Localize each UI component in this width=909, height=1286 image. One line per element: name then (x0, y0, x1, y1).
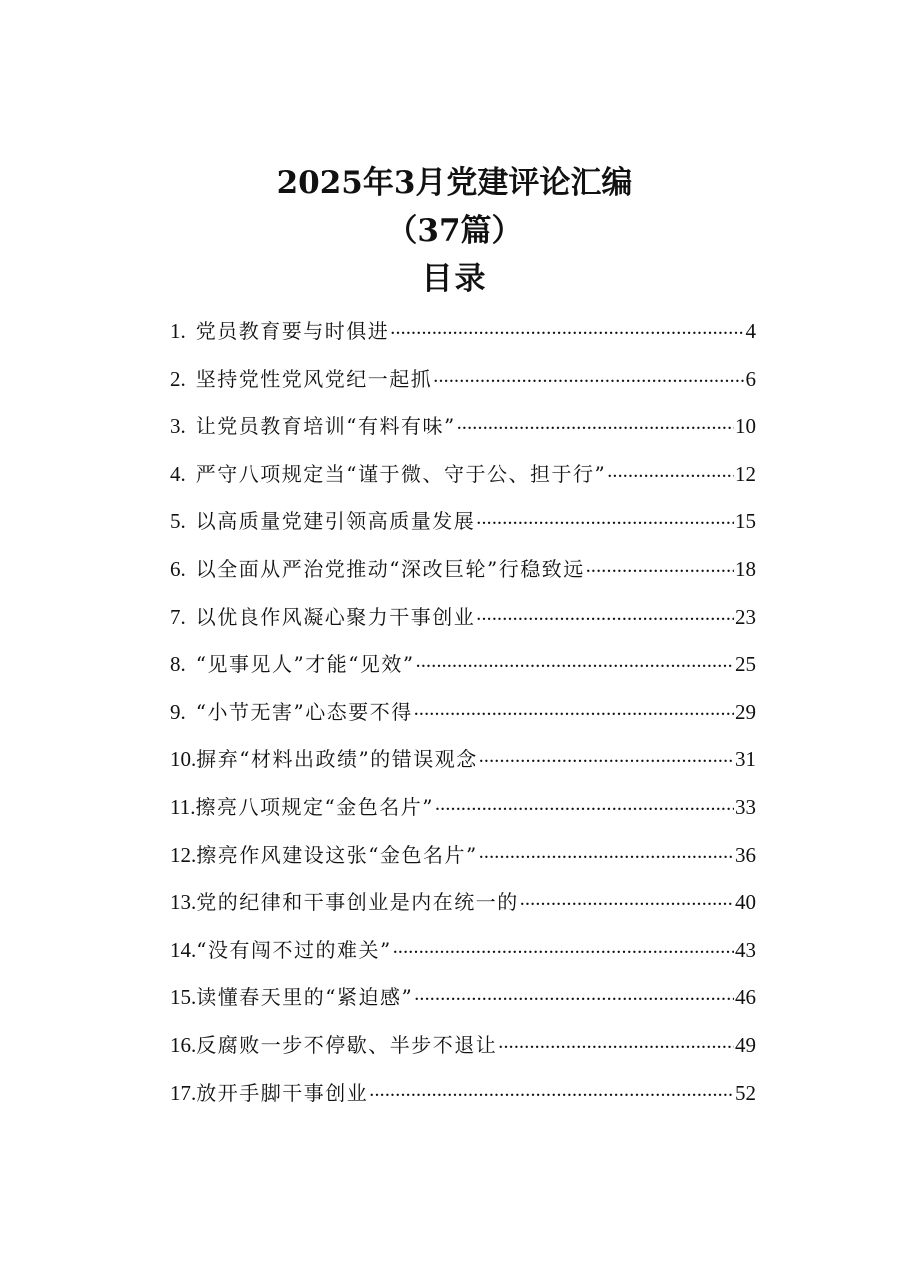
toc-entry[interactable] (170, 403, 756, 451)
toc-entry-title: 擦亮八项规定“金色名片” (195, 794, 434, 819)
toc-entry[interactable] (170, 451, 756, 499)
toc-entry-number: 2. (170, 366, 186, 391)
toc-entry-number: 7. (170, 604, 186, 629)
toc-entry[interactable] (170, 736, 756, 784)
toc-entry-title: 党的纪律和干事创业是内在统一的 (196, 890, 519, 915)
toc-entry-page: 36 (735, 842, 756, 867)
table-of-contents (170, 308, 756, 1117)
toc-entry-page: 46 (735, 985, 756, 1010)
toc-dot-leader (586, 546, 734, 576)
toc-dot-leader (414, 689, 734, 719)
toc-entry-title: 放开手脚干事创业 (196, 1080, 369, 1105)
toc-dot-leader (390, 308, 744, 338)
toc-entry-page: 12 (735, 461, 756, 486)
toc-entry-number: 15. (170, 985, 197, 1010)
toc-entry-number: 5. (170, 509, 186, 534)
toc-entry-page: 25 (735, 652, 756, 677)
toc-entry[interactable] (170, 927, 756, 975)
toc-entry[interactable] (170, 594, 756, 642)
toc-entry-title: 让党员教育培训“有料有味” (195, 414, 456, 439)
toc-entry-title: 以高质量党建引领高质量发展 (195, 509, 476, 534)
toc-entry-page: 23 (735, 604, 756, 629)
toc-dot-leader (435, 784, 734, 814)
toc-entry-number: 9. (170, 699, 186, 724)
toc-entry-page: 18 (735, 556, 756, 581)
toc-dot-leader (476, 594, 734, 624)
toc-entry-number: 14. (170, 937, 197, 962)
toc-entry[interactable] (170, 498, 756, 546)
toc-dot-leader (433, 356, 744, 386)
toc-entry-number: 17. (170, 1080, 197, 1105)
toc-dot-leader (414, 974, 734, 1004)
toc-entry[interactable] (170, 356, 756, 404)
toc-entry[interactable] (170, 832, 756, 880)
toc-entry-page: 40 (735, 890, 756, 915)
toc-dot-leader (393, 927, 734, 957)
toc-entry-number: 16. (170, 1032, 197, 1057)
toc-entry-number: 8. (170, 652, 186, 677)
toc-entry[interactable] (170, 784, 756, 832)
toc-entry[interactable] (170, 1022, 756, 1070)
toc-entry-title: “见事见人”才能“见效” (195, 652, 415, 677)
toc-entry-number: 3. (170, 414, 186, 439)
toc-entry-number: 4. (170, 461, 186, 486)
toc-entry-title: 摒弃“材料出政绩”的错误观念 (196, 747, 478, 772)
toc-entry-page: 52 (735, 1080, 756, 1105)
toc-entry-title: 坚持党性党风党纪一起抓 (195, 366, 433, 391)
toc-entry-title: 严守八项规定当“谨于微、守于公、担于行” (195, 461, 607, 486)
toc-heading: 目录 (421, 261, 488, 297)
toc-entry-number: 1. (170, 319, 186, 343)
toc-entry-title: 反腐败一步不停歇、半步不退让 (196, 1032, 498, 1057)
toc-dot-leader (498, 1022, 734, 1052)
toc-entry-page: 33 (735, 794, 756, 819)
toc-entry[interactable] (170, 641, 756, 689)
toc-entry-page: 15 (735, 509, 756, 534)
toc-dot-leader (607, 451, 734, 481)
toc-entry-page: 29 (735, 699, 756, 724)
toc-dot-leader (520, 879, 734, 909)
toc-entry-title: 擦亮作风建设这张“金色名片” (196, 842, 478, 867)
toc-entry-title: 党员教育要与时俱进 (195, 319, 390, 343)
toc-dot-leader (416, 641, 734, 671)
toc-entry[interactable] (170, 546, 756, 594)
toc-entry-number: 6. (170, 556, 186, 581)
toc-dot-leader (369, 1070, 734, 1100)
toc-entry[interactable] (170, 974, 756, 1022)
toc-entry-page: 4 (745, 319, 756, 343)
toc-entry-title: 读懂春天里的“紧迫感” (196, 985, 414, 1010)
toc-entry-number: 11. (170, 794, 196, 819)
toc-entry-number: 12. (170, 842, 197, 867)
toc-entry-number: 10. (170, 747, 197, 772)
toc-dot-leader (479, 736, 734, 766)
toc-entry-title: 以全面从严治党推动“深改巨轮”行稳致远 (195, 556, 585, 581)
toc-entry-number: 13. (170, 890, 197, 915)
document-article-count: （37篇） (386, 213, 523, 249)
toc-entry-page: 6 (745, 366, 756, 391)
toc-entry-title: 以优良作风凝心聚力干事创业 (195, 604, 476, 629)
toc-entry[interactable] (170, 1070, 756, 1118)
document-title: 2025年3月党建评论汇编 (276, 165, 633, 201)
toc-entry[interactable] (170, 879, 756, 927)
toc-entry-page: 43 (735, 937, 756, 962)
toc-entry[interactable] (170, 308, 756, 356)
toc-entry[interactable] (170, 689, 756, 737)
toc-entry-page: 10 (735, 414, 756, 439)
toc-dot-leader (457, 403, 734, 433)
toc-entry-page: 31 (735, 747, 756, 772)
toc-entry-title: “小节无害”心态要不得 (195, 699, 413, 724)
toc-entry-page: 49 (735, 1032, 756, 1057)
toc-dot-leader (479, 832, 734, 862)
toc-dot-leader (476, 498, 734, 528)
toc-entry-title: “没有闯不过的难关” (196, 937, 392, 962)
